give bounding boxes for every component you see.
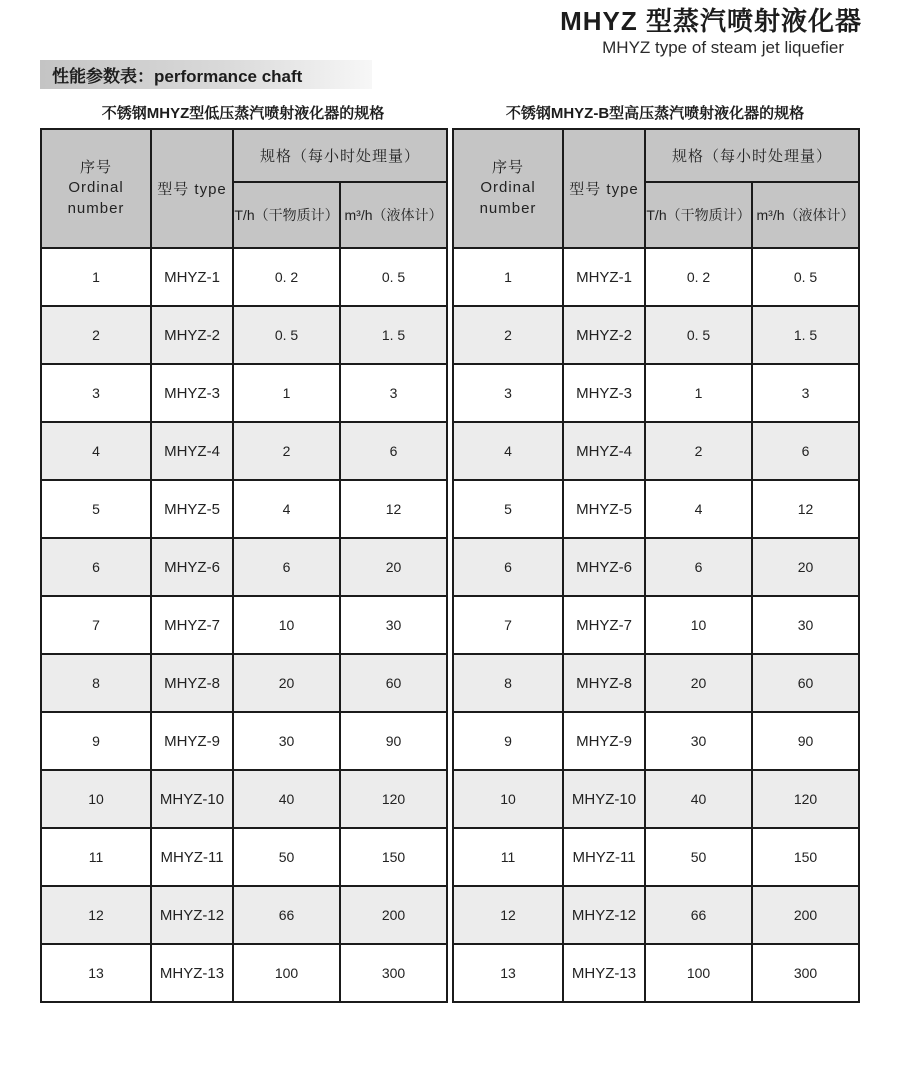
table-row: [41, 886, 447, 944]
cell-ordinal: 8: [41, 654, 151, 712]
cell-model: MHYZ-7: [151, 596, 233, 654]
cell-m3h: 150: [752, 828, 859, 886]
cell-ordinal: 6: [453, 538, 563, 596]
cell-m3h: 0. 5: [340, 248, 447, 306]
cell-m3h: 1. 5: [340, 306, 447, 364]
table-row: [41, 248, 447, 306]
document-title-en: MHYZ type of steam jet liquefier: [602, 38, 844, 58]
cell-th: 100: [645, 944, 752, 1002]
cell-m3h: 120: [340, 770, 447, 828]
cell-ordinal: 13: [41, 944, 151, 1002]
table-row: [453, 422, 859, 480]
cell-th: 100: [233, 944, 340, 1002]
header-ordinal-cn: 序号: [491, 159, 524, 177]
cell-ordinal: 11: [41, 828, 151, 886]
cell-model: MHYZ-2: [151, 306, 233, 364]
table-row: [41, 944, 447, 1002]
cell-ordinal: 1: [41, 248, 151, 306]
table-caption: 不锈钢MHYZ型低压蒸汽喷射液化器的规格: [101, 105, 385, 122]
table-row: [453, 538, 859, 596]
table-row: [453, 596, 859, 654]
table-row: [453, 944, 859, 1002]
cell-model: MHYZ-3: [151, 364, 233, 422]
cell-m3h: 0. 5: [752, 248, 859, 306]
cell-ordinal: 5: [41, 480, 151, 538]
spec-table: [40, 128, 448, 1003]
document-title-cn: MHYZ 型蒸汽喷射液化器: [560, 6, 862, 36]
cell-ordinal: 9: [453, 712, 563, 770]
table-row: [41, 596, 447, 654]
cell-model: MHYZ-4: [151, 422, 233, 480]
cell-ordinal: 5: [453, 480, 563, 538]
cell-th: 10: [645, 596, 752, 654]
cell-model: MHYZ-12: [563, 886, 645, 944]
header-ordinal: [41, 129, 151, 248]
cell-model: MHYZ-5: [563, 480, 645, 538]
cell-m3h: 3: [752, 364, 859, 422]
cell-m3h: 20: [340, 538, 447, 596]
cell-m3h: 6: [340, 422, 447, 480]
cell-m3h: 300: [752, 944, 859, 1002]
cell-th: 0. 5: [233, 306, 340, 364]
table-row: [41, 422, 447, 480]
cell-th: 0. 2: [233, 248, 340, 306]
cell-th: 40: [645, 770, 752, 828]
cell-th: 1: [645, 364, 752, 422]
cell-ordinal: 4: [453, 422, 563, 480]
table-row: [453, 654, 859, 712]
table-row: [453, 480, 859, 538]
high-pressure-spec-table: [452, 103, 858, 1003]
cell-model: MHYZ-10: [151, 770, 233, 828]
cell-th: 6: [645, 538, 752, 596]
header-spec-group: 规格（每小时处理量）: [233, 129, 447, 182]
cell-th: 50: [233, 828, 340, 886]
cell-th: 10: [233, 596, 340, 654]
cell-model: MHYZ-11: [151, 828, 233, 886]
table-caption: 不锈钢MHYZ-B型高压蒸汽喷射液化器的规格: [505, 105, 805, 122]
cell-m3h: 200: [340, 886, 447, 944]
cell-ordinal: 4: [41, 422, 151, 480]
cell-m3h: 200: [752, 886, 859, 944]
cell-model: MHYZ-1: [563, 248, 645, 306]
cell-model: MHYZ-2: [563, 306, 645, 364]
cell-th: 66: [645, 886, 752, 944]
table-row: [453, 770, 859, 828]
header-spec-m3h: m³/h（液体计）: [340, 182, 447, 248]
cell-th: 20: [233, 654, 340, 712]
cell-ordinal: 2: [41, 306, 151, 364]
table-row: [453, 712, 859, 770]
cell-ordinal: 13: [453, 944, 563, 1002]
cell-th: 2: [233, 422, 340, 480]
cell-th: 6: [233, 538, 340, 596]
table-row: [453, 248, 859, 306]
cell-ordinal: 6: [41, 538, 151, 596]
cell-th: 0. 5: [645, 306, 752, 364]
cell-th: 2: [645, 422, 752, 480]
cell-m3h: 60: [752, 654, 859, 712]
header-spec-group: 规格（每小时处理量）: [645, 129, 859, 182]
cell-model: MHYZ-8: [563, 654, 645, 712]
section-header-label: 性能参数表：performance chaft: [52, 67, 303, 86]
cell-m3h: 3: [340, 364, 447, 422]
table-row: [453, 364, 859, 422]
cell-th: 20: [645, 654, 752, 712]
cell-m3h: 1. 5: [752, 306, 859, 364]
section-header-bar: [40, 60, 372, 89]
table-row: [41, 364, 447, 422]
table-header: [453, 129, 859, 248]
cell-m3h: 60: [340, 654, 447, 712]
cell-m3h: 150: [340, 828, 447, 886]
table-row: [453, 828, 859, 886]
cell-ordinal: 7: [453, 596, 563, 654]
cell-model: MHYZ-9: [151, 712, 233, 770]
cell-m3h: 90: [752, 712, 859, 770]
cell-th: 50: [645, 828, 752, 886]
cell-model: MHYZ-13: [563, 944, 645, 1002]
cell-model: MHYZ-7: [563, 596, 645, 654]
cell-th: 66: [233, 886, 340, 944]
cell-th: 30: [645, 712, 752, 770]
low-pressure-spec-table: [40, 103, 446, 1003]
cell-model: MHYZ-3: [563, 364, 645, 422]
cell-th: 0. 2: [645, 248, 752, 306]
cell-model: MHYZ-12: [151, 886, 233, 944]
header-ordinal-en: Ordinal number: [479, 179, 537, 217]
cell-model: MHYZ-9: [563, 712, 645, 770]
header-spec-th: T/h（干物质计）: [645, 182, 752, 248]
cell-m3h: 300: [340, 944, 447, 1002]
header-model: 型号 type: [563, 129, 645, 248]
cell-ordinal: 9: [41, 712, 151, 770]
cell-ordinal: 12: [41, 886, 151, 944]
table-row: [41, 306, 447, 364]
cell-th: 1: [233, 364, 340, 422]
table-row: [453, 306, 859, 364]
cell-ordinal: 2: [453, 306, 563, 364]
table-header: [41, 129, 447, 248]
cell-m3h: 120: [752, 770, 859, 828]
cell-th: 4: [233, 480, 340, 538]
cell-ordinal: 3: [41, 364, 151, 422]
cell-th: 4: [645, 480, 752, 538]
cell-m3h: 6: [752, 422, 859, 480]
cell-m3h: 30: [752, 596, 859, 654]
header-model: 型号 type: [151, 129, 233, 248]
cell-model: MHYZ-6: [151, 538, 233, 596]
table-row: [41, 712, 447, 770]
cell-model: MHYZ-4: [563, 422, 645, 480]
header-ordinal: [453, 129, 563, 248]
cell-ordinal: 7: [41, 596, 151, 654]
cell-m3h: 90: [340, 712, 447, 770]
cell-m3h: 12: [340, 480, 447, 538]
table-body: [453, 248, 859, 1002]
header-spec-th: T/h（干物质计）: [233, 182, 340, 248]
table-row: [41, 480, 447, 538]
cell-th: 40: [233, 770, 340, 828]
table-row: [41, 770, 447, 828]
cell-m3h: 30: [340, 596, 447, 654]
cell-ordinal: 3: [453, 364, 563, 422]
cell-ordinal: 11: [453, 828, 563, 886]
cell-model: MHYZ-1: [151, 248, 233, 306]
cell-ordinal: 10: [41, 770, 151, 828]
cell-ordinal: 1: [453, 248, 563, 306]
table-row: [453, 886, 859, 944]
cell-model: MHYZ-13: [151, 944, 233, 1002]
cell-ordinal: 10: [453, 770, 563, 828]
spec-table: [452, 128, 860, 1003]
header-ordinal-cn: 序号: [79, 159, 112, 177]
cell-ordinal: 12: [453, 886, 563, 944]
cell-m3h: 20: [752, 538, 859, 596]
table-row: [41, 538, 447, 596]
cell-model: MHYZ-5: [151, 480, 233, 538]
header-ordinal-en: Ordinal number: [67, 179, 125, 217]
cell-th: 30: [233, 712, 340, 770]
table-row: [41, 654, 447, 712]
document-title: [560, 6, 862, 58]
header-spec-m3h: m³/h（液体计）: [752, 182, 859, 248]
table-row: [41, 828, 447, 886]
cell-ordinal: 8: [453, 654, 563, 712]
cell-m3h: 12: [752, 480, 859, 538]
cell-model: MHYZ-8: [151, 654, 233, 712]
cell-model: MHYZ-11: [563, 828, 645, 886]
cell-model: MHYZ-6: [563, 538, 645, 596]
cell-model: MHYZ-10: [563, 770, 645, 828]
table-body: [41, 248, 447, 1002]
